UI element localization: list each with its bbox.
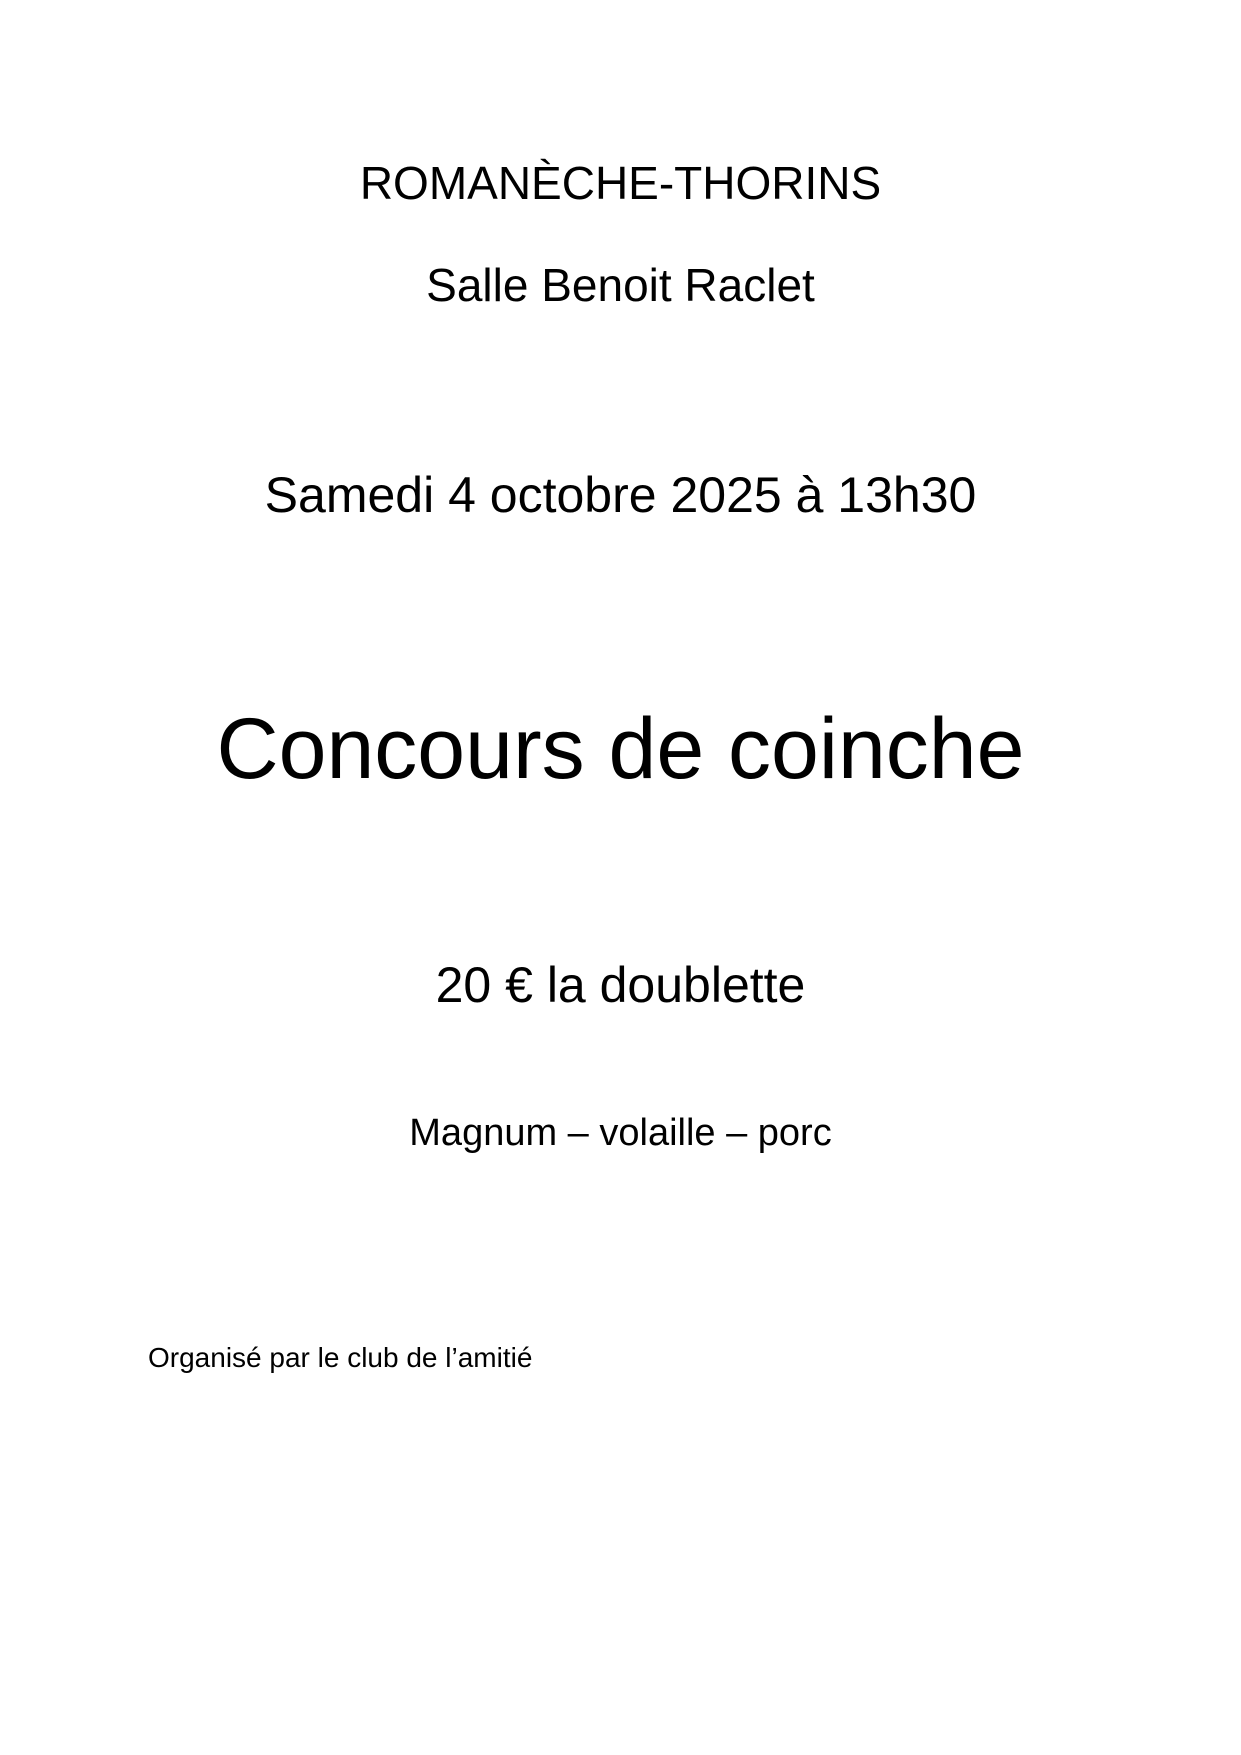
event-date-time: Samedi 4 octobre 2025 à 13h30 xyxy=(264,467,977,523)
organizer-note: Organisé par le club de l’amitié xyxy=(148,1342,533,1373)
entry-price: 20 € la doublette xyxy=(435,957,806,1013)
prizes-list: Magnum – volaille – porc xyxy=(409,1112,832,1154)
town-name: ROMANÈCHE-THORINS xyxy=(359,157,882,209)
venue-name: Salle Benoit Raclet xyxy=(426,259,815,311)
event-title: Concours de coinche xyxy=(216,701,1025,797)
